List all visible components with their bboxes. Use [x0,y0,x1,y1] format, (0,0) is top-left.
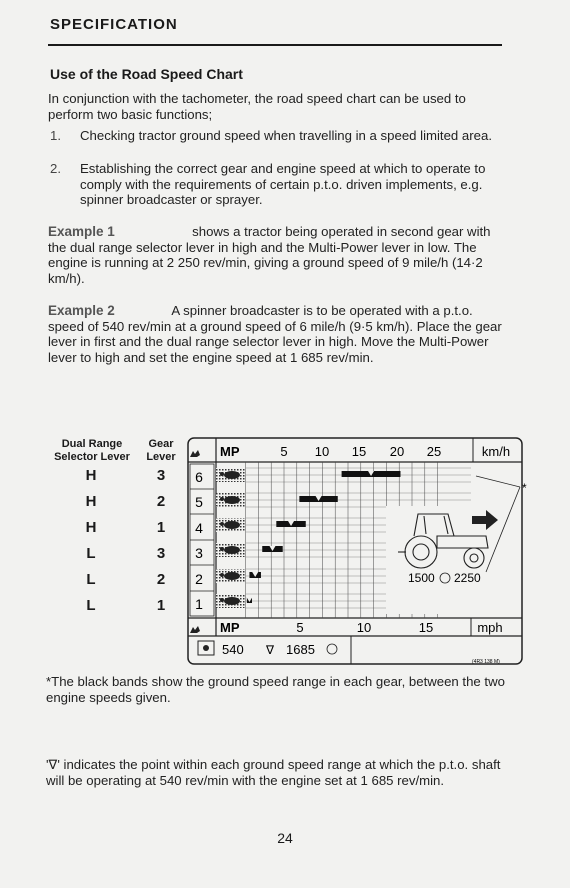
gear-lever-header-line2: Lever [146,450,176,463]
footnote-pto-marker: '∇' indicates the point within each ground speed range at which the p.t.o. shaft will be operating at 540 rev/min with the engine set at 1 685 rev/min. [46,757,501,788]
example-2-text: A spinner broadcaster is to be operated with a p.t.o. speed of 540 rev/min at a ground speed of 6 mile/h (9·5 km/h). Place the gear lever in first and the dual range selector lever in high. Move the Multi-Power lever to high and set the engine speed at 1 685 rev/min. [48,303,502,365]
gear-lever-header-line1: Gear [148,438,174,450]
range-cell: H [85,493,97,510]
intro-paragraph: In conjunction with the tachometer, the road speed chart can be used to perform two basic functions; [48,91,466,122]
bottom-unit-label: mph [477,620,503,635]
mph-tick: 5 [296,620,304,635]
pto-speed: 540 [222,642,244,657]
kmh-tick: 5 [280,444,288,459]
mph-tick: 15 [418,620,434,635]
footnote-black-bands: *The black bands show the ground speed range in each gear, between the two engine speeds given. [46,674,505,705]
bottom-mp-label: MP [220,620,240,635]
kmh-tick: 10 [314,444,330,459]
list-item-text: Establishing the correct gear and engine speed at which to operate to comply with the requirements of certain p.t.o. driven implements, e.g. spinner broadcaster or sprayer. [80,161,486,207]
figure-code: (4R3 138 M) [472,659,500,665]
example-2-paragraph [48,303,506,365]
top-unit-label: km/h [481,444,511,459]
pto-marker-icon: ∇ [266,643,275,657]
gear-cell: 1 [156,519,166,536]
kmh-tick: 15 [351,444,367,459]
header-rule [48,44,502,46]
gear-number: 3 [195,545,203,561]
page-header-title: SPECIFICATION [50,16,178,33]
gear-number: 6 [195,469,203,485]
mph-tick: 10 [356,620,372,635]
example-1-text: shows a tractor being operated in second gear with the dual range selector lever in high and the Multi-Power lever in low. The engine is running at 2 250 rev/min, giving a ground speed of 9 mile/h (14·2 km/h). [48,224,491,286]
example-2-label: Example 2 [48,303,115,318]
gear-cell: 1 [156,597,166,614]
gear-cell: 2 [156,571,166,588]
gear-number: 2 [195,571,203,587]
list-item-number: 2. [50,161,61,176]
example-1-label: Example 1 [48,224,115,239]
range-cell: L [86,545,96,562]
list-item-text: Checking tractor ground speed when travelling in a speed limited area. [80,128,492,143]
range-cell: L [86,597,96,614]
dual-range-header-line1: Dual Range [61,438,123,450]
dual-range-header [46,438,138,463]
rpm-high: 2250 [454,571,481,585]
asterisk-marker: * [522,481,527,495]
rpm-low: 1500 [408,571,435,585]
gear-number: 4 [195,520,203,536]
gear-cell: 3 [156,545,166,562]
kmh-tick: 20 [389,444,405,459]
range-cell: H [85,519,97,536]
range-cell: L [86,571,96,588]
gear-number: 1 [195,596,203,612]
gear-number: 5 [195,494,203,510]
gear-lever-header [142,438,180,463]
page-number: 24 [277,830,293,846]
gear-cell: 2 [156,493,166,510]
dual-range-header-line2: Selector Lever [54,450,130,463]
road-speed-chart [186,436,526,668]
example-1-paragraph [48,224,506,286]
section-title: Use of the Road Speed Chart [50,66,243,82]
top-mp-label: MP [220,444,240,459]
gear-cell: 3 [156,467,166,484]
tractor-icon [386,506,516,614]
kmh-tick: 25 [426,444,442,459]
range-cell: H [85,467,97,484]
pto-engine-speed: 1685 [286,642,315,657]
list-item-number: 1. [50,128,61,143]
